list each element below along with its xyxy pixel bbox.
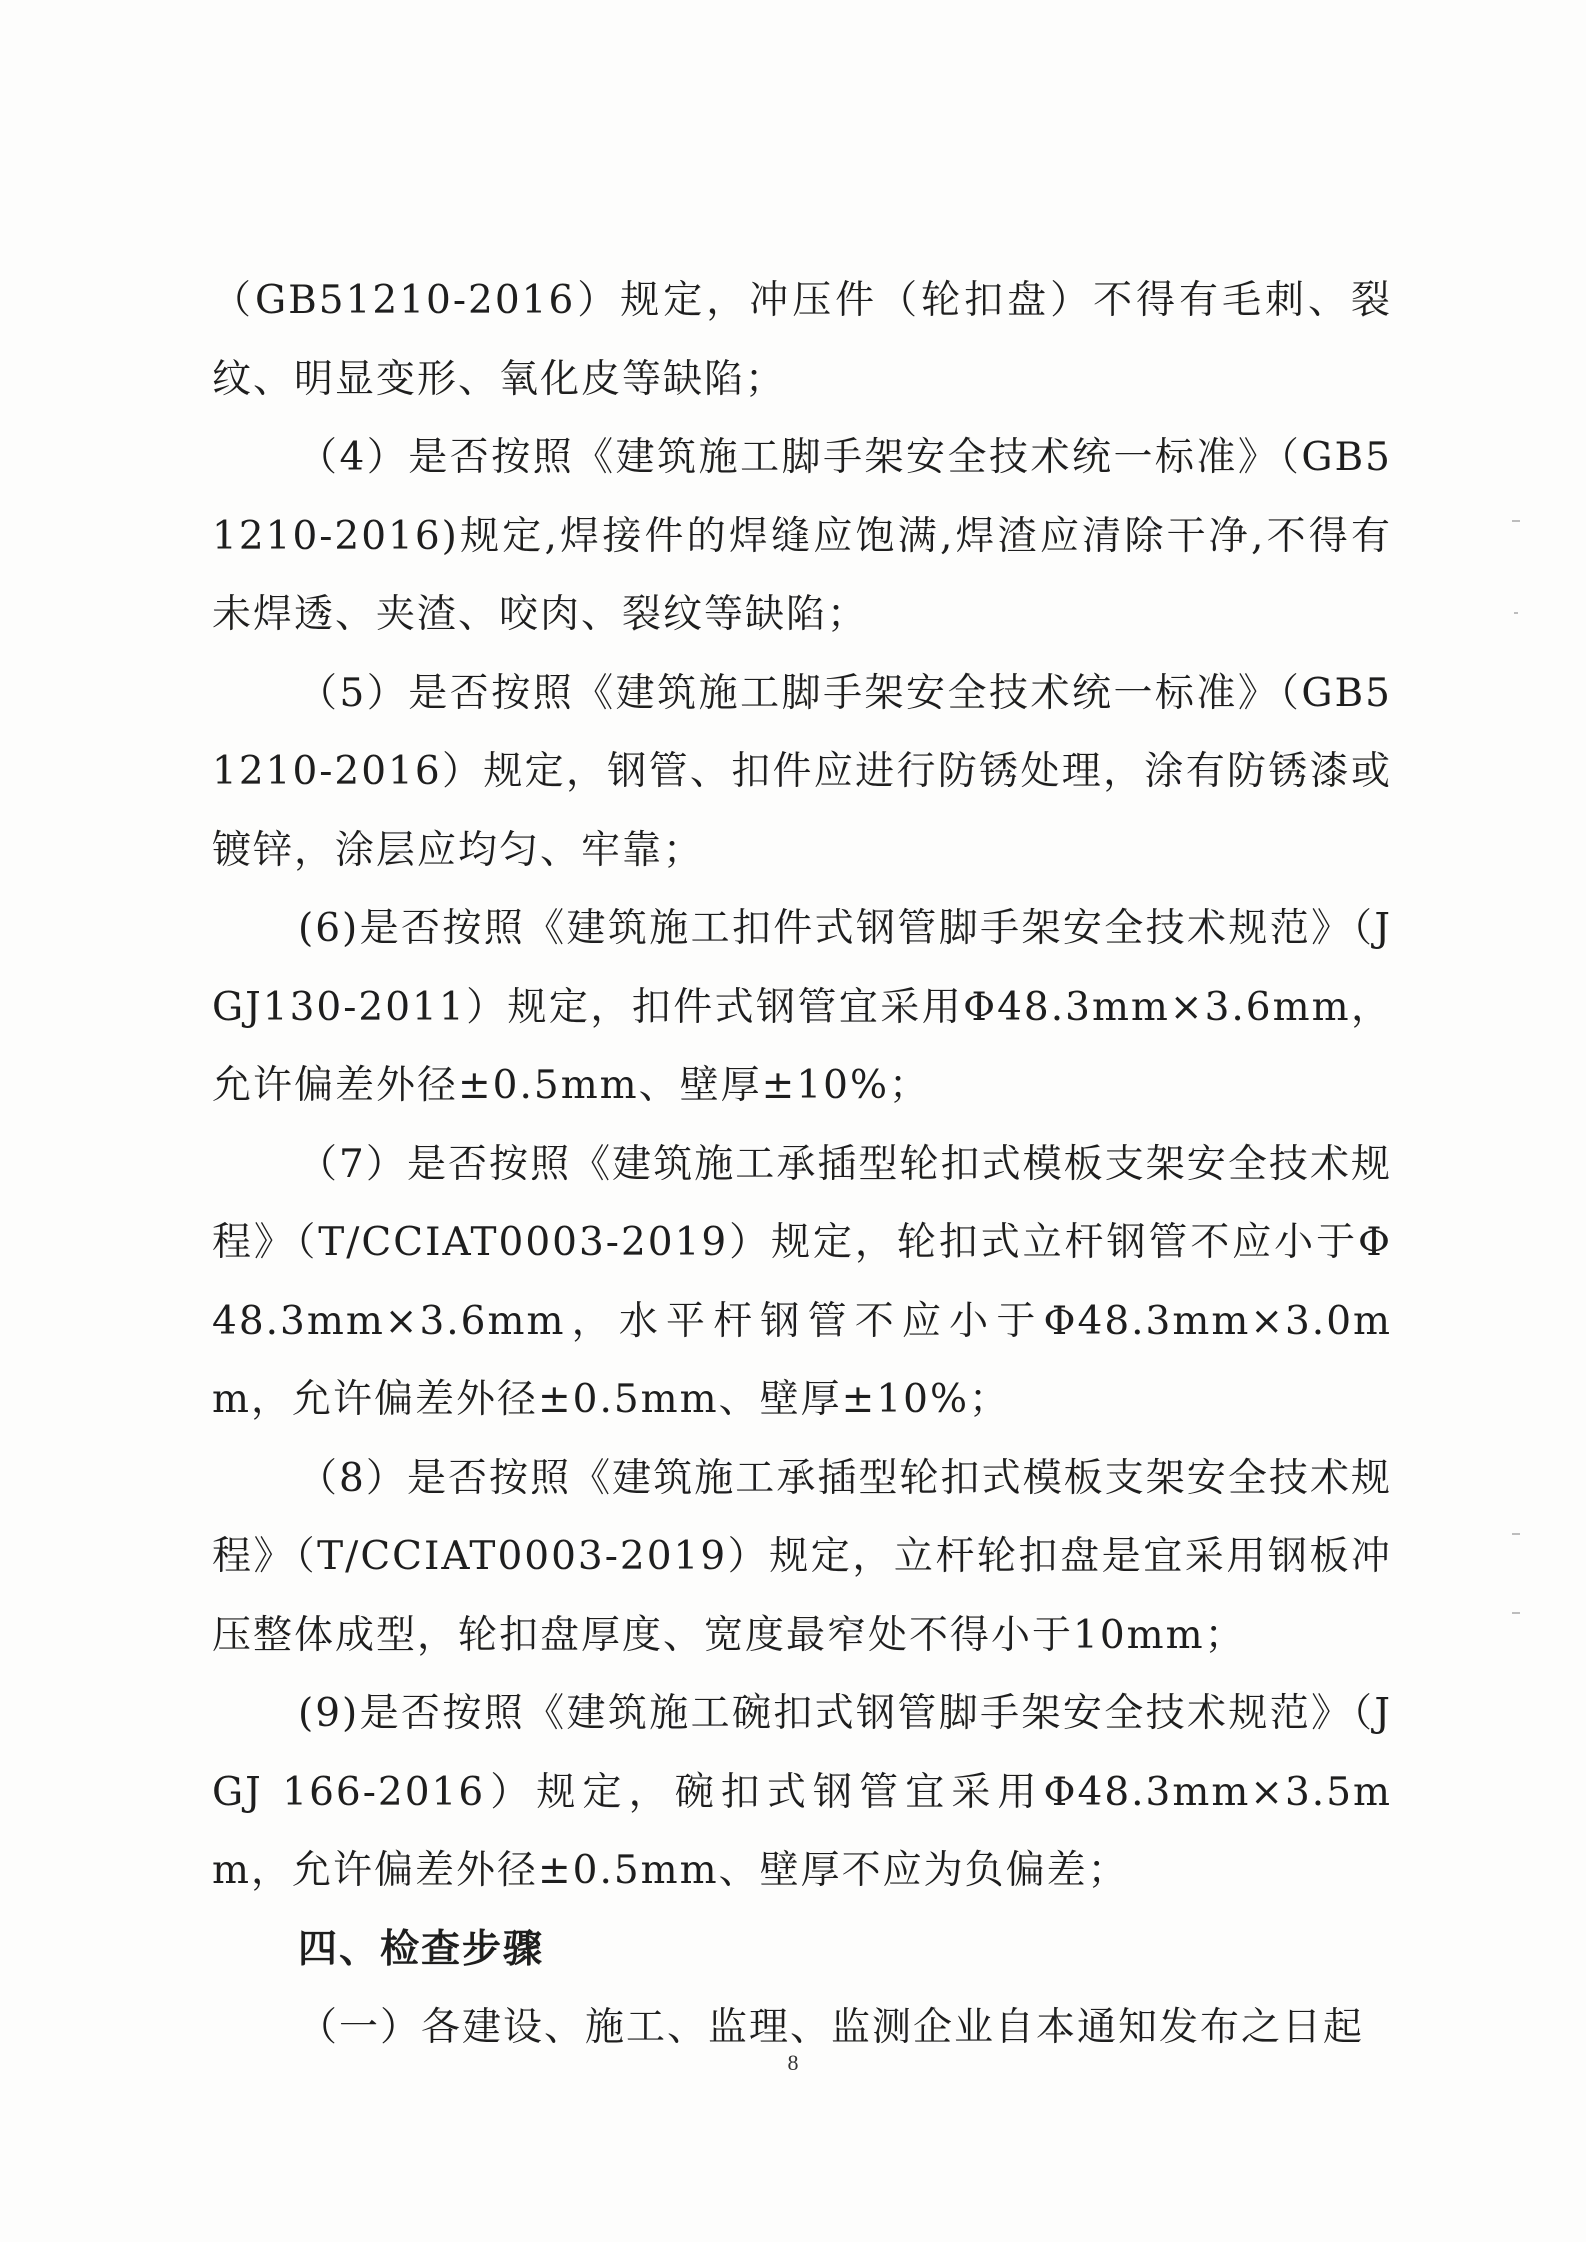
- paragraph-item-6: (6)是否按照《建筑施工扣件式钢管脚手架安全技术规范》（JGJ130-2011）规定，扣件式钢管宜采用Φ48.3mm×3.6mm，允许偏差外径±0.5mm、壁厚±10%；: [212, 906, 1392, 1108]
- paragraph-item-5: （5）是否按照《建筑施工脚手架安全技术统一标准》（GB51210-2016）规定，钢管、扣件应进行防锈处理，涂有防锈漆或镀锌，涂层应均匀、牢靠；: [212, 670, 1392, 873]
- paragraph-item-8: （8）是否按照《建筑施工承插型轮扣式模板支架安全技术规程》（T/CCIAT0003-2019）规定，立杆轮扣盘是宜采用钢板冲压整体成型，轮扣盘厚度、宽度最窄处不得小于10mm；: [212, 1455, 1392, 1658]
- scan-artifact: [1512, 1533, 1520, 1535]
- paragraph-item-4: （4）是否按照《建筑施工脚手架安全技术统一标准》（GB51210-2016)规定,焊接件的焊缝应饱满,焊渣应清除干净,不得有未焊透、夹渣、咬肉、裂纹等缺陷；: [212, 435, 1392, 637]
- page-number: 8: [787, 2050, 799, 2075]
- paragraph-continuation: （GB51210-2016）规定，冲压件（轮扣盘）不得有毛刺、裂纹、明显变形、氧化皮等缺陷；: [212, 278, 1392, 402]
- paragraph-step-1: （一）各建设、施工、监理、监测企业自本通知发布之日起: [298, 2005, 1365, 2050]
- scan-artifact: [1512, 1612, 1520, 1614]
- paragraph-item-9: (9)是否按照《建筑施工碗扣式钢管脚手架安全技术规范》（JGJ 166-2016）规定，碗扣式钢管宜采用Φ48.3mm×3.5mm，允许偏差外径±0.5mm、壁厚不应为负偏差；: [212, 1691, 1392, 1893]
- section-heading: 四、检查步骤: [298, 1926, 545, 1972]
- document-body: [212, 262, 1392, 2068]
- paragraph-item-7: （7）是否按照《建筑施工承插型轮扣式模板支架安全技术规程》（T/CCIAT0003-2019）规定，轮扣式立杆钢管不应小于Φ48.3mm×3.6mm，水平杆钢管不应小于Φ48.3mm×3.0mm，允许偏差外径±0.5mm、壁厚±10%；: [212, 1141, 1392, 1422]
- scan-artifact: [1514, 612, 1518, 614]
- scan-artifact: [1512, 520, 1520, 522]
